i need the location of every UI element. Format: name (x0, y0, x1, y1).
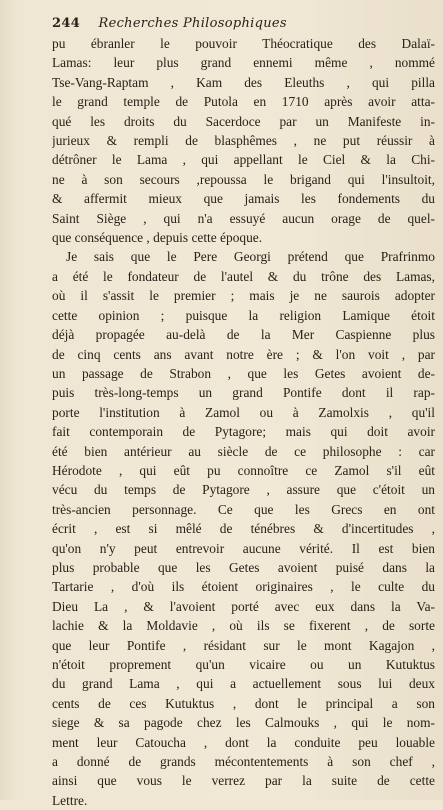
text-line: ment leur Catoucha , dont la conduite peu louable (52, 734, 435, 750)
text-line: porte l'institution à Zamol ou à Zamolxis , qu'il (52, 404, 435, 420)
text-line: fait contemporain de Pytagore; mais qui doit avoir (52, 424, 435, 440)
text-line: Hérodote , qui eût pu connoître ce Zamol s'il eût (52, 462, 435, 478)
text-line: Tartarie , d'où ils étoient originaires , le culte du (52, 579, 435, 595)
text-line: un passage de Strabon , que les Getes avoient de- (52, 365, 435, 381)
text-line: Tse-Vang-Raptam , Kam des Eleuths , qui pilla (52, 74, 435, 90)
page-number: 244 (52, 16, 81, 31)
text-line: que leur Pontife , résidant sur le mont Kagajon , (52, 637, 435, 653)
paragraph (52, 247, 435, 810)
text-line: de cinq cents ans avant notre ère ; & l'on voit , par (52, 346, 435, 362)
text-line: où il s'assit le premier ; mais je ne saurois adopter (52, 288, 435, 304)
running-title: Recherches Philosophiques (98, 16, 287, 31)
text-line: Je sais que le Pere Georgi prétend que Prafrinmo (66, 249, 435, 265)
text-line: écrit , est si mêlé de ténébres & d'incertitudes , (52, 521, 435, 537)
text-line: que conséquence , depuis cette époque. (52, 230, 263, 246)
text-line: qué les droits du Sacerdoce par un Manifeste in- (52, 113, 435, 129)
text-line: jurieux & rempli de blasphêmes , ne put réussir à (52, 133, 435, 149)
text-line: plus probable que les Getes avoient puisé dans la (52, 559, 435, 575)
text-line: déjà propagée au-delà de la Mer Caspienne plus (52, 327, 435, 343)
text-line: du grand Lama , qui a actuellement sous lui deux (52, 676, 435, 692)
text-line: Dieu La , & l'avoient porté avec eux dans la Va- (52, 598, 435, 614)
text-line: Saint Siège , qui n'a essuyé aucun orage de quel- (52, 210, 435, 226)
paragraph (52, 34, 435, 247)
text-line: a été le fondateur de l'autel & du trône des Lamas, (52, 268, 435, 284)
text-line: n'étoit proprement qu'un vicaire ou un Kutuktus (52, 657, 435, 672)
text-line: lachie & la Moldavie , où ils se fixerent , de sorte (52, 618, 435, 634)
text-line: vécu du temps de Pytagore , assure que c'étoit un (52, 482, 435, 498)
text-line: très-ancien personnage. Ce que les Grecs en ont (52, 501, 435, 517)
text-line: ne à son secours ,repoussa le brigand qui l'insultoit, (52, 171, 435, 187)
text-line: été bien antérieur au siècle de ce philosophe : car (52, 443, 435, 459)
text-line: a donné de grands mécontentements à son chef , (52, 754, 435, 770)
text-line: pu ébranler le pouvoir Théocratique des Dalaï- (52, 36, 435, 51)
text-line: le grand temple de Putola en 1710 après avoir atta- (52, 94, 435, 110)
text-line: puis très-long-temps un grand Pontife dont il rap- (52, 385, 435, 401)
paragraphs (52, 34, 435, 810)
text-line: ainsi que vous le verrez par la suite de cette (52, 773, 435, 789)
text-line: siege & sa pagode chez les Calmouks , qui le nom- (52, 715, 435, 731)
text-line: Lettre. (52, 792, 88, 808)
text-line: cette opinion ; puisque la religion Lamique étoit (52, 307, 435, 323)
running-header (52, 16, 423, 31)
text-line: détrôner le Lama , qui appellant le Ciel & la Chi- (52, 152, 435, 168)
text-line: Lamas: leur plus grand ennemi même , nommé (52, 55, 435, 71)
page-body-text (52, 34, 435, 810)
text-line: cents de ces Kutuktus , dont le principal a son (52, 695, 435, 711)
text-line: & affermit mieux que jamais les fondements du (52, 191, 435, 207)
text-line: qu'on n'y peut entrevoir aucune vérité. Il est bien (52, 540, 435, 556)
